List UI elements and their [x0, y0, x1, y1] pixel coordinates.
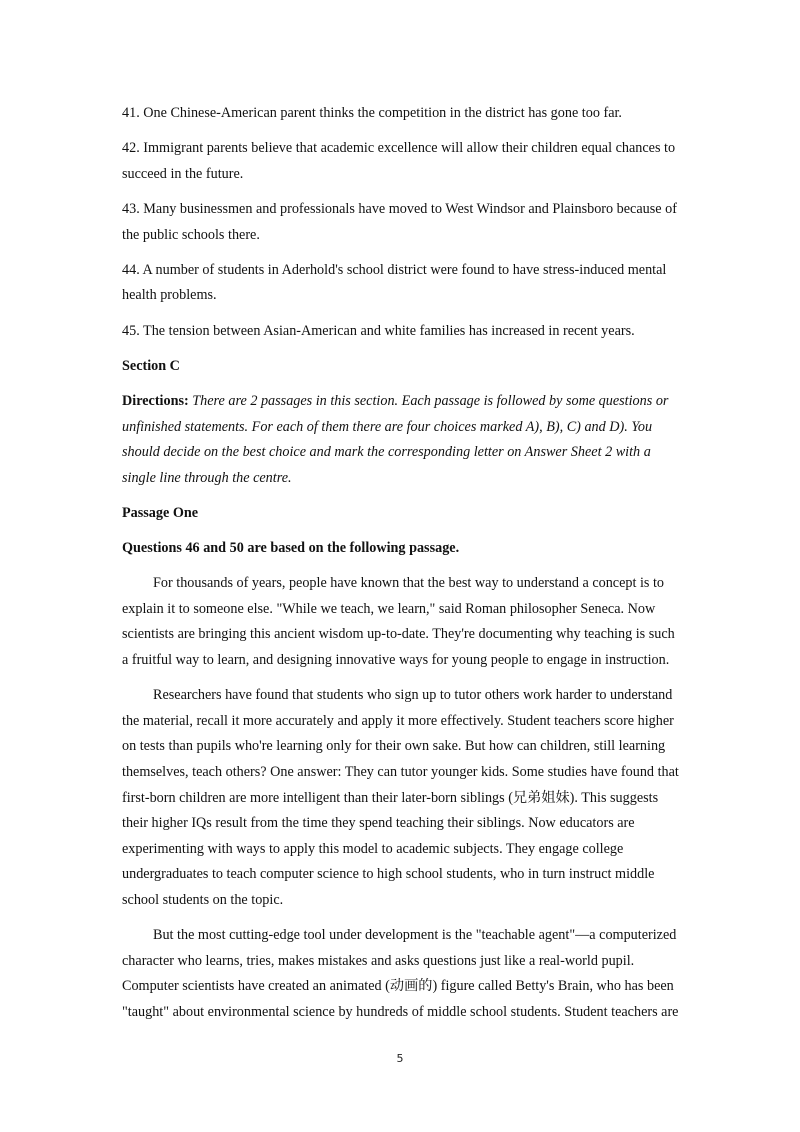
directions-text: There are 2 passages in this section. Each passage is followed by some questions or unfinished statements. For each of them there are four choices marked A), B), C) and D). You should decide on the best choice and mark the corresponding letter on Answer Sheet 2 with a single line through the centre.: [122, 392, 669, 486]
statement-41: 41. One Chinese-American parent thinks the competition in the district has gone too far.: [122, 105, 622, 121]
statement-45: 45. The tension between Asian-American and white families has increased in recent years.: [122, 322, 635, 339]
questions-heading: Questions 46 and 50 are based on the following passage.: [122, 540, 460, 557]
statement-44: 44. A number of students in Aderhold's school district were found to have stress-induced mental health problems.: [122, 261, 667, 304]
passage-one-title: Passage One: [122, 504, 199, 521]
directions: [122, 389, 682, 491]
page-number: 5: [396, 1052, 404, 1065]
directions-label: Directions:: [122, 392, 189, 409]
page-content: [122, 101, 682, 1035]
passage-paragraph-2: Researchers have found that students who sign up to tutor others work harder to understand the material, recall it more accurately and apply it more effectively. Student teachers score higher on tests than pupils who're learning only for their own sake. But how can children, still learning themselves, teach others? One answer: They can tutor younger kids. Some studies have found that first-born children are more intelligent than their later-born siblings (兄弟姐妹). This suggests their higher IQs result from the time they spend teaching their siblings. Now educators are experimenting with ways to apply this model to academic subjects. They engage college undergraduates to teach computer science to high school students, who in turn instruct middle school students on the topic.: [122, 687, 679, 908]
statement-42: 42. Immigrant parents believe that academic excellence will allow their children equal chances to succeed in the future.: [122, 140, 676, 182]
statement-43: 43. Many businessmen and professionals have moved to West Windsor and Plainsboro because of the public schools there.: [122, 200, 677, 243]
passage-paragraph-3: But the most cutting-edge tool under development is the "teachable agent"—a computerized character who learns, tries, makes mistakes and asks questions just like a real-world pupil. Computer scientists have created an animated (动画的) figure called Betty's Brain, who has been "taught" about environmental science by hundreds of middle school students. Student teachers are: [122, 927, 679, 1020]
passage-paragraph-1: For thousands of years, people have known that the best way to understand a concept is to explain it to someone else. "While we teach, we learn," said Roman philosopher Seneca. Now scientists are bringing this ancient wisdom up-to-date. They're documenting why teaching is such a fruitful way to learn, and designing innovative ways for young people to engage in instruction.: [122, 575, 675, 669]
section-c-heading: Section C: [122, 357, 180, 374]
